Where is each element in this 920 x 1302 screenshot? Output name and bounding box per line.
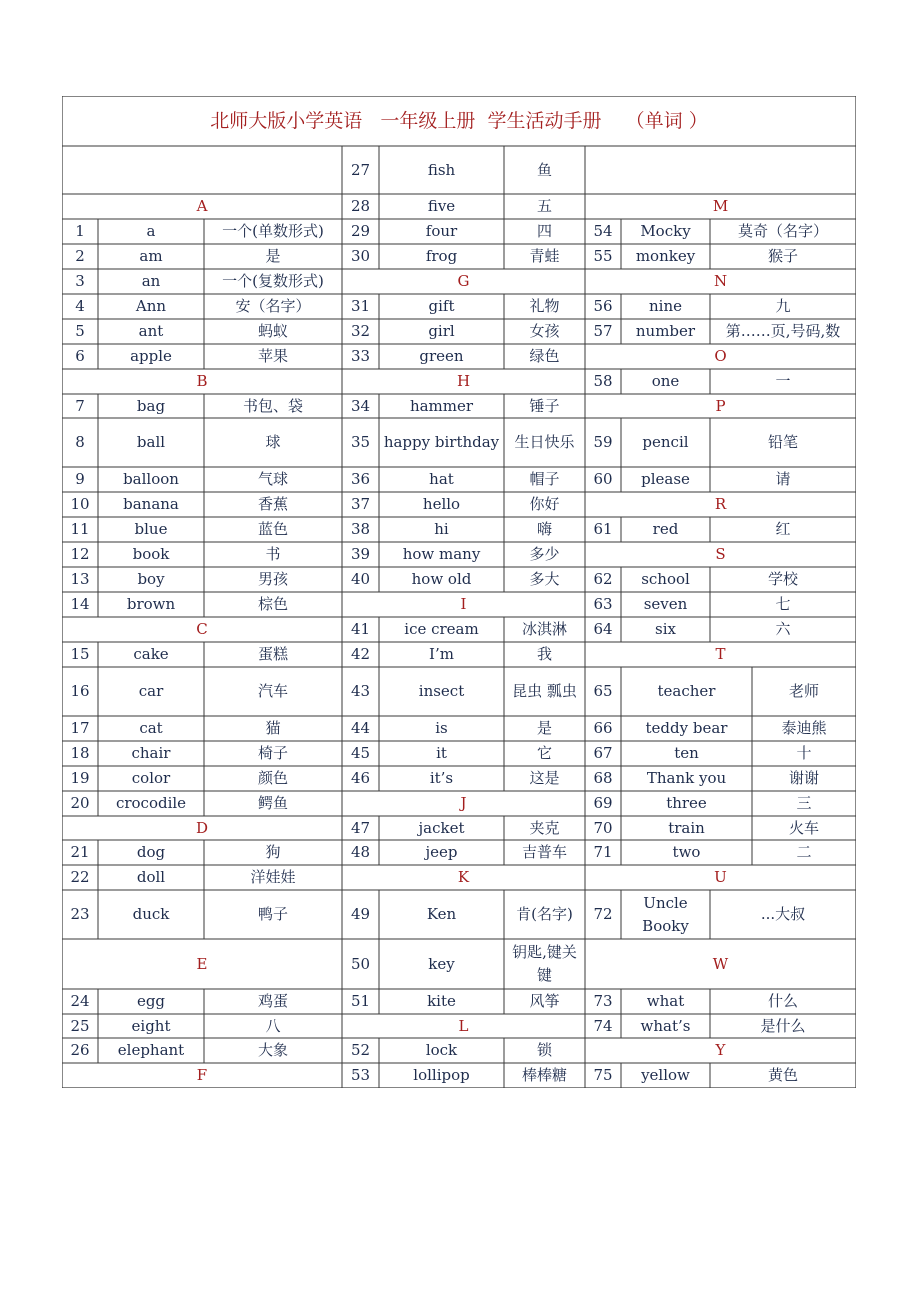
- word-english: car: [138, 682, 164, 700]
- word-english: fish: [427, 160, 456, 179]
- word-number: 11: [70, 520, 90, 538]
- word-english: frog: [425, 247, 458, 265]
- word-english: crocodile: [115, 794, 187, 812]
- word-number: 75: [593, 1066, 613, 1084]
- word-english: dog: [136, 843, 166, 861]
- word-chinese: 它: [536, 744, 552, 762]
- word-chinese: 吉普车: [521, 843, 567, 861]
- word-english: monkey: [635, 247, 696, 265]
- word-english: hat: [429, 470, 454, 488]
- word-chinese: 你好: [529, 495, 560, 513]
- word-number: 54: [593, 222, 613, 240]
- word-chinese: 猴子: [767, 247, 798, 265]
- word-number: 59: [593, 433, 613, 451]
- word-number: 25: [70, 1016, 90, 1035]
- word-chinese: 老师: [788, 682, 819, 700]
- word-english: green: [419, 347, 464, 365]
- word-chinese: 九: [775, 297, 791, 315]
- word-number: 19: [70, 769, 90, 787]
- letter-header-y: Y: [715, 1041, 726, 1059]
- word-number: 66: [593, 719, 613, 737]
- word-chinese: 狗: [265, 843, 281, 861]
- word-number: 10: [70, 495, 90, 513]
- word-english: brown: [126, 595, 176, 613]
- word-number: 64: [593, 620, 613, 638]
- word-number: 29: [350, 222, 371, 240]
- word-chinese: 猫: [265, 719, 281, 737]
- word-english: Mocky: [640, 222, 691, 240]
- word-english: girl: [428, 322, 455, 340]
- word-number: 68: [593, 769, 613, 787]
- word-english: pencil: [642, 433, 689, 451]
- word-english: Thank you: [646, 769, 727, 787]
- word-english: two: [672, 843, 701, 861]
- letter-header-i: I: [460, 595, 467, 613]
- letter-header-u: U: [714, 868, 727, 886]
- word-number: 16: [70, 682, 90, 700]
- word-number: 6: [75, 347, 85, 365]
- word-chinese: 冰淇淋: [521, 620, 567, 638]
- word-english: am: [139, 247, 163, 265]
- word-english: ball: [136, 433, 166, 451]
- word-number: 73: [593, 992, 613, 1010]
- word-chinese: 大象: [257, 1041, 288, 1059]
- word-number: 22: [70, 868, 90, 886]
- word-chinese: 绿色: [529, 347, 560, 365]
- word-number: 18: [70, 744, 90, 762]
- word-english: teddy bear: [645, 719, 728, 737]
- word-english: doll: [136, 868, 166, 886]
- word-chinese: 生日快乐: [514, 433, 575, 451]
- word-english: ten: [674, 744, 699, 762]
- word-number: 50: [350, 954, 371, 973]
- word-english: gift: [428, 297, 455, 315]
- word-english: how old: [411, 570, 472, 588]
- word-chinese: 黄色: [767, 1066, 798, 1084]
- word-number: 12: [70, 545, 90, 563]
- word-chinese: 椅子: [257, 744, 288, 762]
- word-english: an: [141, 272, 161, 290]
- word-english: I’m: [429, 645, 454, 663]
- word-chinese: 书包、袋: [242, 396, 303, 415]
- word-english: a: [146, 222, 156, 240]
- word-number: 38: [350, 520, 371, 538]
- word-chinese: 蓝色: [257, 520, 288, 538]
- word-english: six: [655, 620, 676, 638]
- word-english: duck: [132, 905, 170, 923]
- word-number: 14: [70, 595, 90, 613]
- word-number: 69: [593, 794, 613, 812]
- word-english: chair: [131, 744, 171, 762]
- word-chinese: 七: [775, 595, 791, 613]
- word-chinese: 蛋糕: [257, 645, 288, 663]
- word-number: 51: [350, 992, 371, 1010]
- word-number: 17: [70, 719, 90, 737]
- word-chinese: 香蕉: [257, 495, 288, 513]
- word-number: 60: [593, 470, 613, 488]
- letter-header-p: P: [715, 396, 726, 415]
- word-english: key: [428, 954, 455, 973]
- word-number: 7: [75, 396, 85, 415]
- word-number: 40: [350, 570, 371, 588]
- word-number: 55: [593, 247, 613, 265]
- word-number: 42: [350, 645, 371, 663]
- word-chinese: 一个(单数形式): [222, 222, 324, 240]
- word-number: 37: [350, 495, 371, 513]
- word-number: 65: [593, 682, 613, 700]
- word-english: teacher: [657, 682, 716, 700]
- vocabulary-table: [62, 96, 856, 1088]
- word-english: five: [427, 197, 456, 215]
- word-english: kite: [427, 992, 456, 1010]
- letter-header-w: W: [712, 954, 729, 973]
- word-chinese: 棕色: [257, 595, 288, 613]
- word-chinese: 一个(复数形式): [222, 272, 324, 290]
- word-english: lollipop: [413, 1066, 470, 1084]
- word-chinese: 多少: [529, 545, 560, 563]
- word-number: 24: [70, 992, 90, 1010]
- word-number: 46: [350, 769, 371, 787]
- word-number: 44: [350, 719, 371, 737]
- word-chinese: 锁: [536, 1041, 552, 1059]
- word-chinese: 泰迪熊: [781, 719, 827, 737]
- word-english: jacket: [418, 818, 465, 837]
- letter-header-c: C: [196, 620, 208, 638]
- word-number: 15: [70, 645, 90, 663]
- word-english: book: [132, 545, 170, 563]
- word-english: balloon: [123, 470, 179, 488]
- letter-header-r: R: [714, 495, 727, 513]
- word-chinese: 这是: [529, 769, 560, 787]
- word-number: 30: [350, 247, 371, 265]
- word-english: happy birthday: [383, 433, 500, 451]
- word-number: 43: [350, 682, 371, 700]
- word-chinese: 苹果: [257, 347, 288, 365]
- word-chinese: 八: [265, 1016, 281, 1035]
- word-english: school: [641, 570, 690, 588]
- word-number: 2: [75, 247, 85, 265]
- word-chinese: 红: [775, 520, 791, 538]
- word-english: color: [131, 769, 171, 787]
- word-number: 49: [350, 905, 371, 923]
- letter-header-l: L: [458, 1016, 469, 1035]
- word-english: hammer: [409, 396, 474, 415]
- word-number: 3: [75, 272, 85, 290]
- word-english: train: [668, 818, 705, 837]
- word-english: hi: [434, 520, 449, 538]
- letter-header-g: G: [457, 272, 470, 290]
- word-number: 63: [593, 595, 613, 613]
- word-number: 35: [350, 433, 371, 451]
- word-chinese: 火车: [788, 818, 819, 837]
- word-number: 9: [75, 470, 85, 488]
- word-chinese: 气球: [257, 470, 288, 488]
- word-number: 5: [75, 322, 85, 340]
- word-english: nine: [649, 297, 682, 315]
- word-chinese: 十: [796, 744, 812, 762]
- word-english: number: [635, 322, 696, 340]
- letter-header-f: F: [196, 1066, 208, 1084]
- word-number: 20: [70, 794, 90, 812]
- word-number: 74: [593, 1016, 613, 1035]
- word-number: 48: [350, 843, 371, 861]
- word-number: 36: [350, 470, 371, 488]
- word-english: Uncle Booky: [642, 893, 689, 935]
- word-chinese: ...大叔: [760, 905, 806, 923]
- letter-header-b: B: [196, 372, 208, 390]
- word-number: 47: [350, 818, 371, 837]
- word-chinese: 帽子: [529, 470, 560, 488]
- word-number: 13: [70, 570, 90, 588]
- word-chinese: 什么: [767, 992, 798, 1010]
- word-number: 62: [593, 570, 613, 588]
- word-english: elephant: [117, 1041, 185, 1059]
- word-chinese: 礼物: [529, 297, 560, 315]
- word-chinese: 鳄鱼: [257, 794, 288, 812]
- word-number: 52: [350, 1041, 371, 1059]
- word-english: bag: [136, 396, 166, 415]
- word-english: yellow: [641, 1066, 690, 1084]
- word-number: 31: [350, 297, 371, 315]
- word-english: ant: [138, 322, 164, 340]
- word-chinese: 蚂蚁: [257, 322, 288, 340]
- word-chinese: 第……页,号码,数: [725, 322, 841, 340]
- word-number: 58: [593, 372, 613, 390]
- letter-header-a: A: [196, 197, 208, 215]
- letter-header-t: T: [715, 645, 726, 663]
- word-chinese: 颜色: [257, 769, 288, 787]
- word-chinese: 球: [265, 433, 281, 451]
- word-english: apple: [130, 347, 172, 365]
- word-english: Ken: [426, 905, 457, 923]
- word-english: red: [652, 520, 679, 538]
- letter-header-e: E: [196, 954, 208, 973]
- word-english: three: [666, 794, 707, 812]
- word-number: 41: [350, 620, 371, 638]
- word-chinese: 三: [796, 794, 812, 812]
- word-number: 57: [593, 322, 613, 340]
- word-chinese: 汽车: [257, 682, 288, 700]
- word-chinese: 安（名字）: [235, 297, 311, 315]
- word-number: 32: [350, 322, 371, 340]
- word-english: four: [425, 222, 458, 240]
- word-english: it’s: [429, 769, 454, 787]
- word-chinese: 二: [796, 843, 812, 861]
- word-number: 72: [593, 905, 613, 923]
- word-chinese: 嗨: [536, 520, 552, 538]
- word-number: 71: [593, 843, 613, 861]
- word-chinese: 昆虫 瓢虫: [512, 682, 577, 700]
- word-chinese: 鱼: [536, 160, 552, 179]
- word-number: 67: [593, 744, 613, 762]
- letter-header-d: D: [195, 818, 209, 837]
- word-chinese: 六: [775, 620, 791, 638]
- word-chinese: 一: [775, 372, 791, 390]
- word-chinese: 铅笔: [767, 433, 798, 451]
- word-number: 33: [350, 347, 371, 365]
- word-number: 23: [70, 905, 90, 923]
- word-chinese: 青蛙: [529, 247, 560, 265]
- word-english: it: [436, 744, 447, 762]
- word-number: 39: [350, 545, 371, 563]
- word-chinese: 鸡蛋: [257, 992, 288, 1010]
- word-number: 56: [593, 297, 613, 315]
- word-english: jeep: [425, 843, 458, 861]
- word-chinese: 是: [265, 247, 281, 265]
- letter-header-k: K: [457, 868, 470, 886]
- word-number: 27: [350, 160, 371, 179]
- word-chinese: 书: [265, 545, 281, 563]
- letter-header-h: H: [456, 372, 471, 390]
- word-english: lock: [425, 1041, 458, 1059]
- word-chinese: 棒棒糖: [521, 1066, 567, 1084]
- word-number: 28: [350, 197, 371, 215]
- word-english: one: [651, 372, 680, 390]
- word-english: is: [435, 719, 448, 737]
- word-english: eight: [131, 1016, 171, 1035]
- word-english: what: [646, 992, 685, 1010]
- word-chinese: 学校: [767, 570, 798, 588]
- word-number: 8: [75, 433, 85, 451]
- word-chinese: 多大: [529, 570, 560, 588]
- letter-header-o: O: [714, 347, 727, 365]
- word-chinese: 四: [536, 222, 552, 240]
- word-number: 1: [75, 222, 85, 240]
- word-english: boy: [137, 570, 165, 588]
- word-english: Ann: [135, 297, 167, 315]
- word-chinese: 夹克: [529, 818, 560, 837]
- word-number: 4: [75, 297, 85, 315]
- word-chinese: 钥匙,键关键: [512, 943, 577, 984]
- letter-header-s: S: [715, 545, 726, 563]
- word-english: cat: [139, 719, 163, 737]
- word-number: 45: [350, 744, 371, 762]
- word-english: what’s: [640, 1016, 691, 1035]
- word-english: ice cream: [404, 620, 479, 638]
- word-number: 34: [350, 396, 371, 415]
- letter-header-m: M: [712, 197, 729, 215]
- word-number: 70: [593, 818, 613, 837]
- word-english: insect: [418, 682, 465, 700]
- word-chinese: 肯(名字): [516, 905, 573, 923]
- word-english: seven: [643, 595, 688, 613]
- word-english: hello: [422, 495, 461, 513]
- word-chinese: 风筝: [529, 992, 560, 1010]
- word-english: banana: [123, 495, 179, 513]
- letter-header-n: N: [713, 272, 728, 290]
- word-chinese: 谢谢: [788, 769, 819, 787]
- word-english: egg: [136, 992, 166, 1010]
- word-chinese: 男孩: [257, 570, 288, 588]
- word-chinese: 请: [775, 470, 791, 488]
- word-chinese: 女孩: [529, 322, 560, 340]
- word-chinese: 是什么: [760, 1016, 806, 1035]
- word-chinese: 是: [536, 719, 552, 737]
- page-title: 北师大版小学英语 一年级上册 学生活动手册 （单词 ）: [210, 109, 708, 132]
- word-chinese: 锤子: [529, 396, 560, 415]
- word-english: blue: [134, 520, 168, 538]
- word-chinese: 洋娃娃: [250, 868, 296, 886]
- word-english: cake: [133, 645, 169, 663]
- letter-header-j: J: [460, 794, 467, 812]
- word-chinese: 莫奇（名字）: [737, 222, 828, 240]
- word-chinese: 鸭子: [257, 905, 288, 923]
- word-english: how many: [402, 545, 481, 563]
- word-number: 26: [70, 1041, 90, 1059]
- word-number: 61: [593, 520, 613, 538]
- word-english: please: [641, 470, 690, 488]
- word-chinese: 我: [536, 645, 552, 663]
- word-chinese: 五: [536, 197, 552, 215]
- word-number: 53: [350, 1066, 371, 1084]
- word-number: 21: [70, 843, 90, 861]
